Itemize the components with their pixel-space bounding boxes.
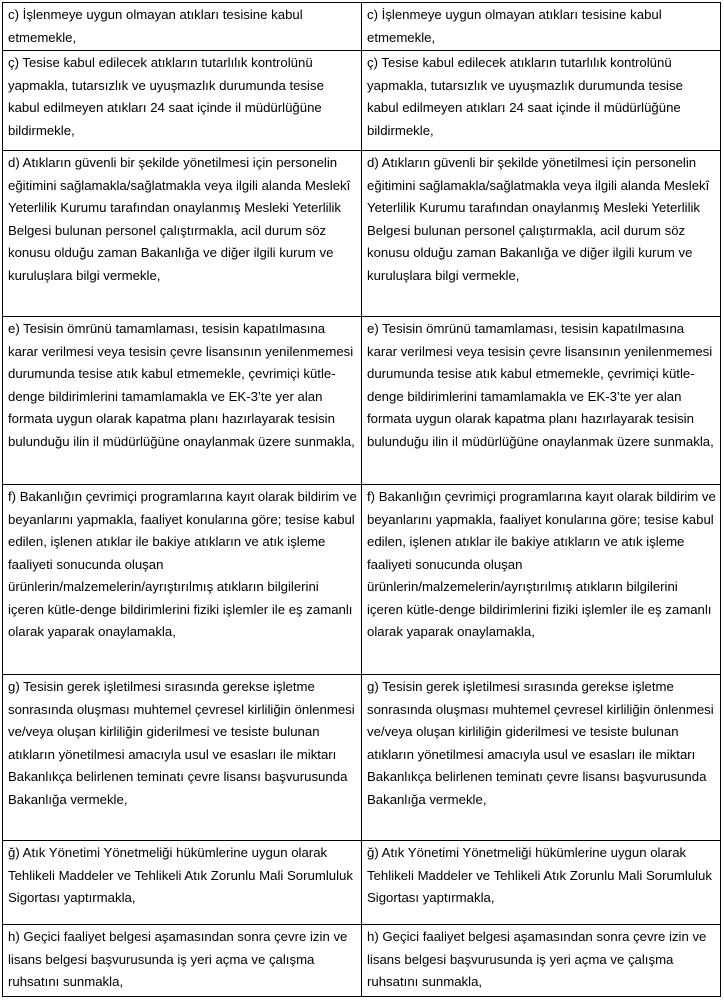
table-cell-left [3, 3, 362, 51]
comparison-table [2, 2, 721, 997]
clause-text: c) İşlenmeye uygun olmayan atıkları tesisine kabul etmemekle, [8, 7, 303, 45]
clause-text: c) İşlenmeye uygun olmayan atıkları tesisine kabul etmemekle, [367, 7, 662, 45]
clause-text: f) Bakanlığın çevrimiçi programlarına kayıt olarak bildirim ve beyanlarını yapmakla, faaliyet konularına göre; tesise kabul edilen, işlenen atıklar ile bakiye atıkların ve atık işleme faaliyeti sonucunda oluşan ürünlerin/malzemelerin/ayrıştırılmış atıkların bilgilerini içeren kütle-denge bildirimlerini fiziki işlemler ile eş zamanlı olarak yaparak onaylamakla, [367, 489, 716, 639]
table-cell-left [3, 485, 362, 675]
clause-text: g) Tesisin gerek işletilmesi sırasında gerekse işletme sonrasında oluşması muhtemel çevresel kirliliğin önlenmesi ve/veya oluşan kirliliğin giderilmesi ve tesiste bulunan atıkların yönetilmesi amacıyla usul ve esasları ile miktarı Bakanlıkça belirlenen teminatı çevre lisansı başvurusunda Bakanlığa vermekle, [8, 679, 355, 807]
table-cell-left [3, 317, 362, 485]
table-row [3, 51, 721, 151]
table-row [3, 317, 721, 485]
table-cell-right [362, 317, 721, 485]
clause-text: e) Tesisin ömrünü tamamlaması, tesisin kapatılmasına karar verilmesi veya tesisin çevre lisansının yenilenmemesi durumunda tesise atık kabul etmemekle, çevrimiçi kütle-denge bildirimlerini tamamlamakla ve EK-3’te yer alan formata uygun olarak kapatma planı hazırlayarak tesisin bulunduğu ilin il müdürlüğüne onaylanmak üzere sunmakla, [8, 321, 355, 449]
clause-text: ğ) Atık Yönetimi Yönetmeliği hükümlerine uygun olarak Tehlikeli Maddeler ve Tehlikeli Atık Zorunlu Mali Sorumluluk Sigortası yaptırmakla, [8, 845, 353, 905]
clause-text: d) Atıkların güvenli bir şekilde yönetilmesi için personelin eğitimini sağlamakla/sağlatmakla veya ilgili alanda Meslekî Yeterlilik Kurumu tarafından onaylanmış Mesleki Yeterlilik Belgesi bulunan personel çalıştırmakla, acil durum söz konusu olduğu zaman Bakanlığa ve diğer ilgili kurum ve kuruluşlara bilgi vermekle, [367, 155, 710, 283]
table-cell-right [362, 841, 721, 925]
clause-text: ç) Tesise kabul edilecek atıkların tutarlılık kontrolünü yapmakla, tutarsızlık ve uyuşmazlık durumunda tesise kabul edilmeyen atıkları 24 saat içinde il müdürlüğüne bildirmekle, [8, 55, 324, 138]
clause-text: ğ) Atık Yönetimi Yönetmeliği hükümlerine uygun olarak Tehlikeli Maddeler ve Tehlikeli Atık Zorunlu Mali Sorumluluk Sigortası yaptırmakla, [367, 845, 712, 905]
clause-text: h) Geçici faaliyet belgesi aşamasından sonra çevre izin ve lisans belgesi başvurusunda iş yeri açma ve çalışma ruhsatını sunmakla, [367, 929, 707, 989]
clause-text: e) Tesisin ömrünü tamamlaması, tesisin kapatılmasına karar verilmesi veya tesisin çevre lisansının yenilenmemesi durumunda tesise atık kabul etmemekle, çevrimiçi kütle-denge bildirimlerini tamamlamakla ve EK-3’te yer alan formata uygun olarak kapatma planı hazırlayarak tesisin bulunduğu ilin il müdürlüğüne onaylanmak üzere sunmakla, [367, 321, 714, 449]
table-cell-right [362, 3, 721, 51]
clause-text: g) Tesisin gerek işletilmesi sırasında gerekse işletme sonrasında oluşması muhtemel çevresel kirliliğin önlenmesi ve/veya oluşan kirliliğin giderilmesi ve tesiste bulunan atıkların yönetilmesi amacıyla usul ve esasları ile miktarı Bakanlıkça belirlenen teminatı çevre lisansı başvurusunda Bakanlığa vermekle, [367, 679, 714, 807]
table-cell-right [362, 485, 721, 675]
clause-text: d) Atıkların güvenli bir şekilde yönetilmesi için personelin eğitimini sağlamakla/sağlatmakla veya ilgili alanda Meslekî Yeterlilik Kurumu tarafından onaylanmış Mesleki Yeterlilik Belgesi bulunan personel çalıştırmakla, acil durum söz konusu olduğu zaman Bakanlığa ve diğer ilgili kurum ve kuruluşlara bilgi vermekle, [8, 155, 351, 283]
table-cell-left [3, 675, 362, 841]
table-cell-right [362, 51, 721, 151]
table-row [3, 151, 721, 317]
table-cell-right [362, 151, 721, 317]
clause-text: h) Geçici faaliyet belgesi aşamasından sonra çevre izin ve lisans belgesi başvurusunda iş yeri açma ve çalışma ruhsatını sunmakla, [8, 929, 348, 989]
table-cell-right [362, 675, 721, 841]
table-cell-left [3, 925, 362, 997]
table-row [3, 925, 721, 997]
table-cell-left [3, 841, 362, 925]
table-row [3, 485, 721, 675]
table-row [3, 3, 721, 51]
clause-text: ç) Tesise kabul edilecek atıkların tutarlılık kontrolünü yapmakla, tutarsızlık ve uyuşmazlık durumunda tesise kabul edilmeyen atıkları 24 saat içinde il müdürlüğüne bildirmekle, [367, 55, 683, 138]
table-cell-right [362, 925, 721, 997]
table-cell-left [3, 151, 362, 317]
table-cell-left [3, 51, 362, 151]
table-row [3, 841, 721, 925]
clause-text: f) Bakanlığın çevrimiçi programlarına kayıt olarak bildirim ve beyanlarını yapmakla, faaliyet konularına göre; tesise kabul edilen, işlenen atıklar ile bakiye atıkların ve atık işleme faaliyeti sonucunda oluşan ürünlerin/malzemelerin/ayrıştırılmış atıkların bilgilerini içeren kütle-denge bildirimlerini fiziki işlemler ile eş zamanlı olarak yaparak onaylamakla, [8, 489, 357, 639]
table-row [3, 675, 721, 841]
